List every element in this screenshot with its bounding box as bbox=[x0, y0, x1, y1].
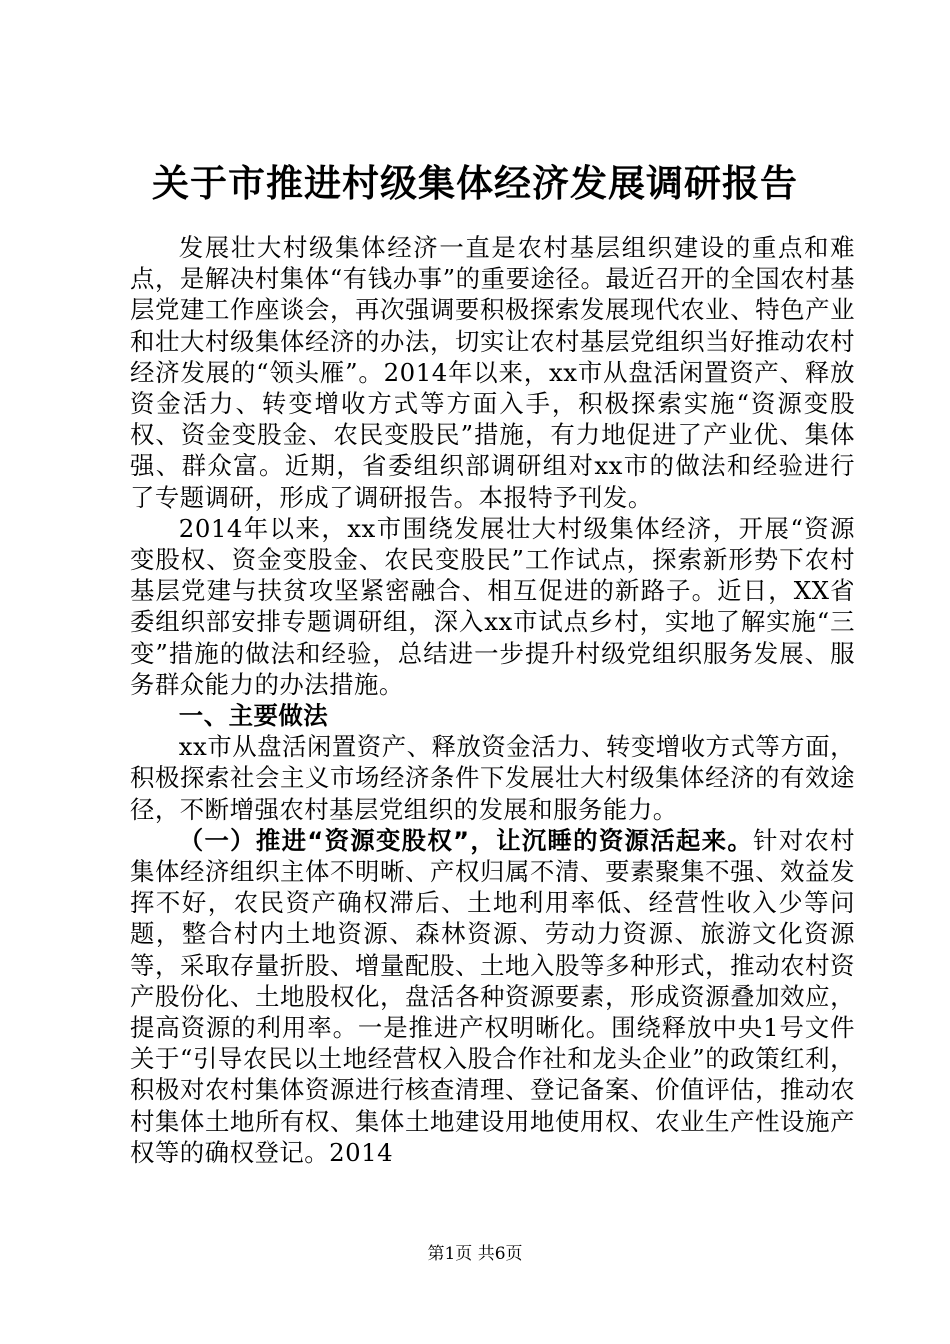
background-paragraph: 2014年以来，xx市围绕发展壮大村级集体经济，开展“资源变股权、资金变股金、农民变股民”工作试点，探索新形势下农村基层党建与扶贫攻坚紧密融合、相互促进的新路子。近日，XX省委组织部安排专题调研组，深入xx市试点乡村，实地了解实施“三变”措施的做法和经验，总结进一步提升村级党组织服务发展、服务群众能力的办法措施。 bbox=[130, 513, 855, 699]
page-footer: 第1页 共6页 bbox=[427, 1244, 523, 1264]
intro-paragraph: 发展壮大村级集体经济一直是农村基层组织建设的重点和难点，是解决村集体“有钱办事”的重要途径。最近召开的全国农村基层党建工作座谈会，再次强调要积极探索发展现代农业、特色产业和壮大村级集体经济的办法，切实让农村基层党组织当好推动农村经济发展的“领头雁”。2014年以来，xx市从盘活闲置资产、释放资金活力、转变增收方式等方面入手，积极探索实施“资源变股权、资金变股金、农民变股民”措施，有力地促进了产业优、集体强、群众富。近期，省委组织部调研组对xx市的做法和经验进行了专题调研，形成了调研报告。本报特予刊发。 bbox=[130, 233, 855, 512]
section-heading-main-practices: 一、主要做法 bbox=[178, 701, 329, 731]
subsection-lead: （一）推进“资源变股权”，让沉睡的资源活起来。 bbox=[178, 825, 754, 855]
section-paragraph: xx市从盘活闲置资产、释放资金活力、转变增收方式等方面，积极探索社会主义市场经济条件下发展壮大村级集体经济的有效途径，不断增强农村基层党组织的发展和服务能力。 bbox=[130, 732, 855, 824]
document-body bbox=[130, 232, 855, 1168]
subsection-text: 针对农村集体经济组织主体不明晰、产权归属不清、要素聚集不强、效益发挥不好，农民资产确权滞后、土地利用率低、经营性收入少等问题，整合村内土地资源、森林资源、劳动力资源、旅游文化资源等，采取存量折股、增量配股、土地入股等多种形式，推动农村资产股份化、土地股权化，盘活各种资源要素，形成资源叠加效应，提高资源的利用率。一是推进产权明晰化。围绕释放中央1号文件关于“引导农民以土地经营权入股合作社和龙头企业”的政策红利，积极对农村集体资源进行核查清理、登记备案、价值评估，推动农村集体土地所有权、集体土地建设用地使用权、农业生产性设施产权等的确权登记。2014 bbox=[130, 825, 855, 1167]
document-title: 关于市推进村级集体经济发展调研报告 bbox=[152, 162, 798, 205]
subsection-paragraph bbox=[130, 825, 855, 1168]
